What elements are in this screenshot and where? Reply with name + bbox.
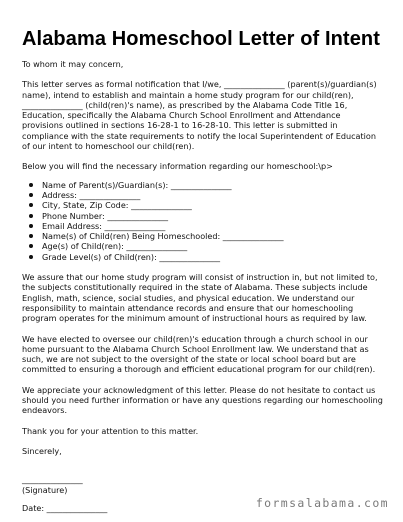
bullet-icon xyxy=(29,193,33,197)
church-school-paragraph: We have elected to oversee our child(ren)'s education through a church school in our home pursuant to the Alabama Church School Enrollment law. We understand that as such, we are not subject to the oversight of the state or local school board but are committed to ensuring a thorough and efficient educational program for our child(ren). xyxy=(22,333,376,375)
bullet-icon xyxy=(29,203,33,207)
info-intro: Below you will find the necessary information regarding our homeschool:\p> xyxy=(22,161,333,172)
info-item-address: Address: _______________ xyxy=(22,190,384,200)
acknowledgment-paragraph: We appreciate your acknowledgment of this letter. Please do not hesitate to contact us should you need further information or have any questions regarding our homeschooling endeavors. xyxy=(22,384,386,416)
closing: Sincerely, xyxy=(22,445,62,456)
bullet-icon xyxy=(29,234,33,238)
bullet-icon xyxy=(29,183,33,187)
info-item-email: Email Address: _______________ xyxy=(22,221,384,231)
info-item-parent-name: Name of Parent(s)/Guardian(s): _______________ xyxy=(22,180,384,190)
thanks-line: Thank you for your attention to this matter. xyxy=(22,425,199,436)
info-item-children-names: Name(s) of Child(ren) Being Homeschooled: _______________ xyxy=(22,231,384,241)
signature-spacer xyxy=(22,466,384,474)
intent-paragraph: This letter serves as formal notification that I/we, _______________ (parent(s)/guardian(s) name), intend to establish and maintain a home study program for our child(ren), _______________ (child(ren)'s name), as prescribed by the Alabama Code Title 16, Education, specifically the Alabama Church School Enrollment and Attendance provisions outlined in sections 16-28-1 to 16-28-10. This letter is submitted in compliance with the state requirements to notify the local Superintendent of Education of our intent to homeschool our child(ren). xyxy=(22,79,380,152)
bullet-icon xyxy=(29,224,33,228)
document-title: Alabama Homeschool Letter of Intent xyxy=(22,28,380,50)
signature-label: (Signature) xyxy=(22,484,68,495)
info-item-grade-levels: Grade Level(s) of Child(ren): _______________ xyxy=(22,252,384,262)
site-watermark: formsalabama.com xyxy=(255,496,389,510)
info-item-phone: Phone Number: _______________ xyxy=(22,211,384,221)
bullet-icon xyxy=(29,255,33,259)
homeschool-info-list xyxy=(22,180,384,262)
curriculum-paragraph: We assure that our home study program will consist of instruction in, but not limited to, the subjects constitutionally required in the state of Alabama. These subjects include English, math, science, social studies, and physical education. We understand our responsibility to maintain attendance records and ensure that our homeschooling program operates for the minimum amount of instructional hours as required by law. xyxy=(22,272,381,324)
salutation: To whom it may concern, xyxy=(22,59,124,69)
date-line: Date: _______________ xyxy=(22,502,108,513)
info-item-children-ages: Age(s) of Child(ren): _______________ xyxy=(22,241,384,251)
letter-page xyxy=(22,27,384,513)
bullet-icon xyxy=(29,214,33,218)
info-item-city-state-zip: City, State, Zip Code: _______________ xyxy=(22,200,384,210)
signature-blank: _______________ xyxy=(22,474,83,485)
bullet-icon xyxy=(29,244,33,248)
